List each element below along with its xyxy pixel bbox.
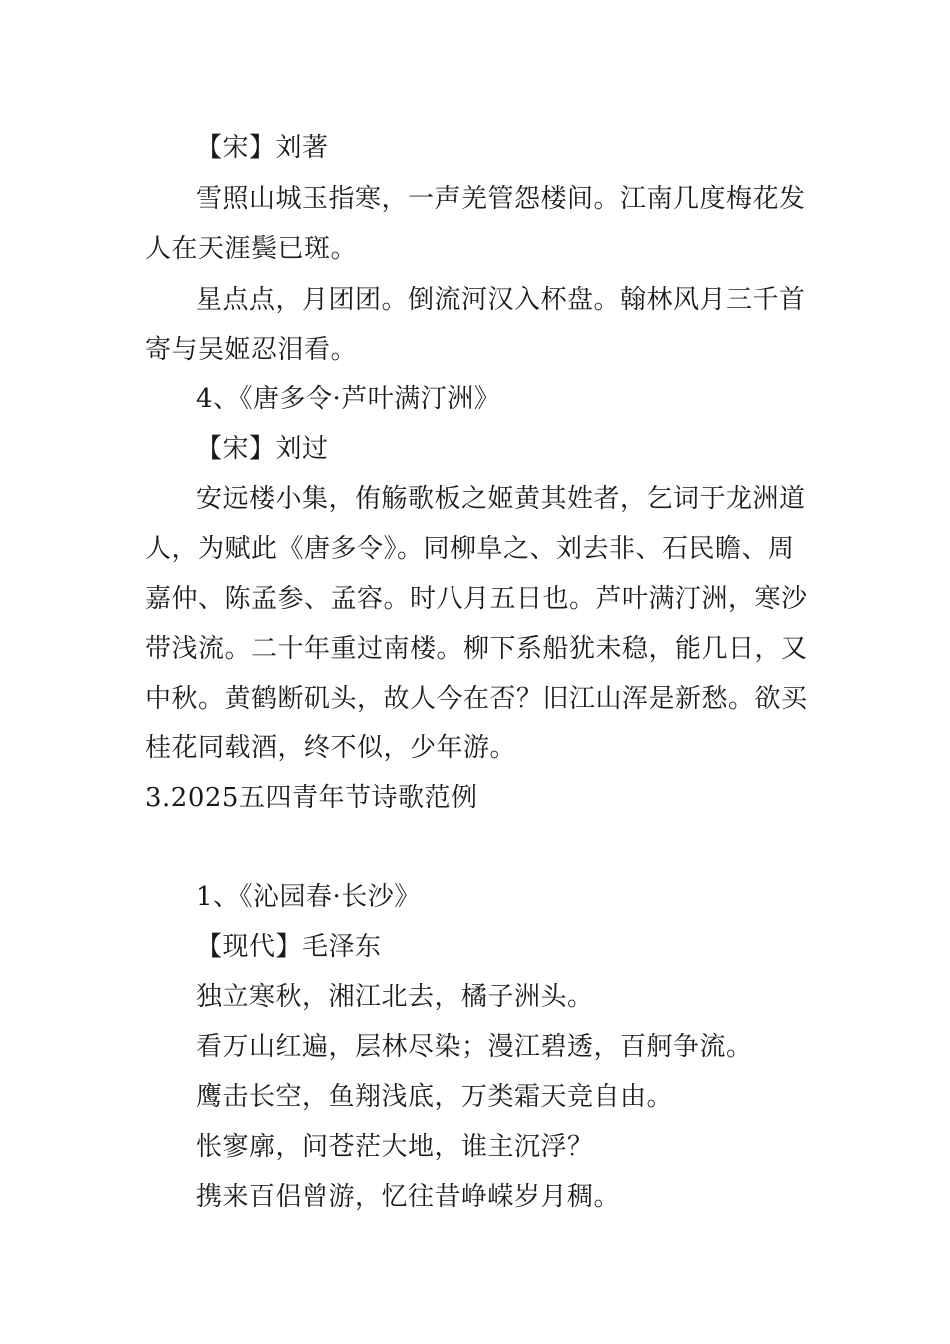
- poem-line: 嘉仲、陈孟参、孟容。时八月五日也。芦叶满汀洲，寒沙: [145, 584, 808, 614]
- poem-line: 雪照山城玉指寒，一声羌管怨楼间。江南几度梅花发: [196, 184, 806, 214]
- poem-line: 寄与吴姬忍泪看。: [145, 335, 358, 365]
- author-line-mao-zedong: 【现代】毛泽东: [196, 932, 382, 962]
- poem-line: 鹰击长空，鱼翔浅底，万类霜天竞自由。: [196, 1082, 674, 1112]
- poem-line: 看万山红遍，层林尽染；漫江碧透，百舸争流。: [196, 1032, 753, 1062]
- poem-line: 带浅流。二十年重过南楼。柳下系船犹未稳，能几日，又: [145, 634, 808, 664]
- poem-line: 星点点，月团团。倒流河汉入杯盘。翰林风月三千首: [196, 285, 806, 315]
- poem-line: 独立寒秋，湘江北去，橘子洲头。: [196, 982, 594, 1012]
- poem-line: 人，为赋此《唐多令》。同柳阜之、刘去非、石民瞻、周: [145, 534, 795, 564]
- poem-line: 携来百侣曾游，忆往昔峥嵘岁月稠。: [196, 1182, 621, 1212]
- author-line-liu-guo: 【宋】刘过: [196, 434, 329, 464]
- poem-line: 桂花同载酒，终不似，少年游。: [145, 733, 517, 763]
- author-line-liu-zhu: 【宋】刘著: [196, 133, 329, 163]
- section-heading: 3.2025五四青年节诗歌范例: [145, 783, 478, 813]
- poem-line: 怅寥廓，问苍茫大地，谁主沉浮？: [196, 1132, 594, 1162]
- poem-line: 中秋。黄鹤断矶头，故人今在否？旧江山浑是新愁。欲买: [145, 684, 808, 714]
- poem-title-qin-yuan-chun: 1、《沁园春·长沙》: [196, 882, 421, 912]
- poem-line: 安远楼小集，侑觞歌板之姬黄其姓者，乞词于龙洲道: [196, 484, 806, 514]
- poem-title-tang-duo-ling: 4、《唐多令·芦叶满汀洲》: [196, 384, 501, 414]
- poem-line: 人在天涯鬓已斑。: [145, 234, 358, 264]
